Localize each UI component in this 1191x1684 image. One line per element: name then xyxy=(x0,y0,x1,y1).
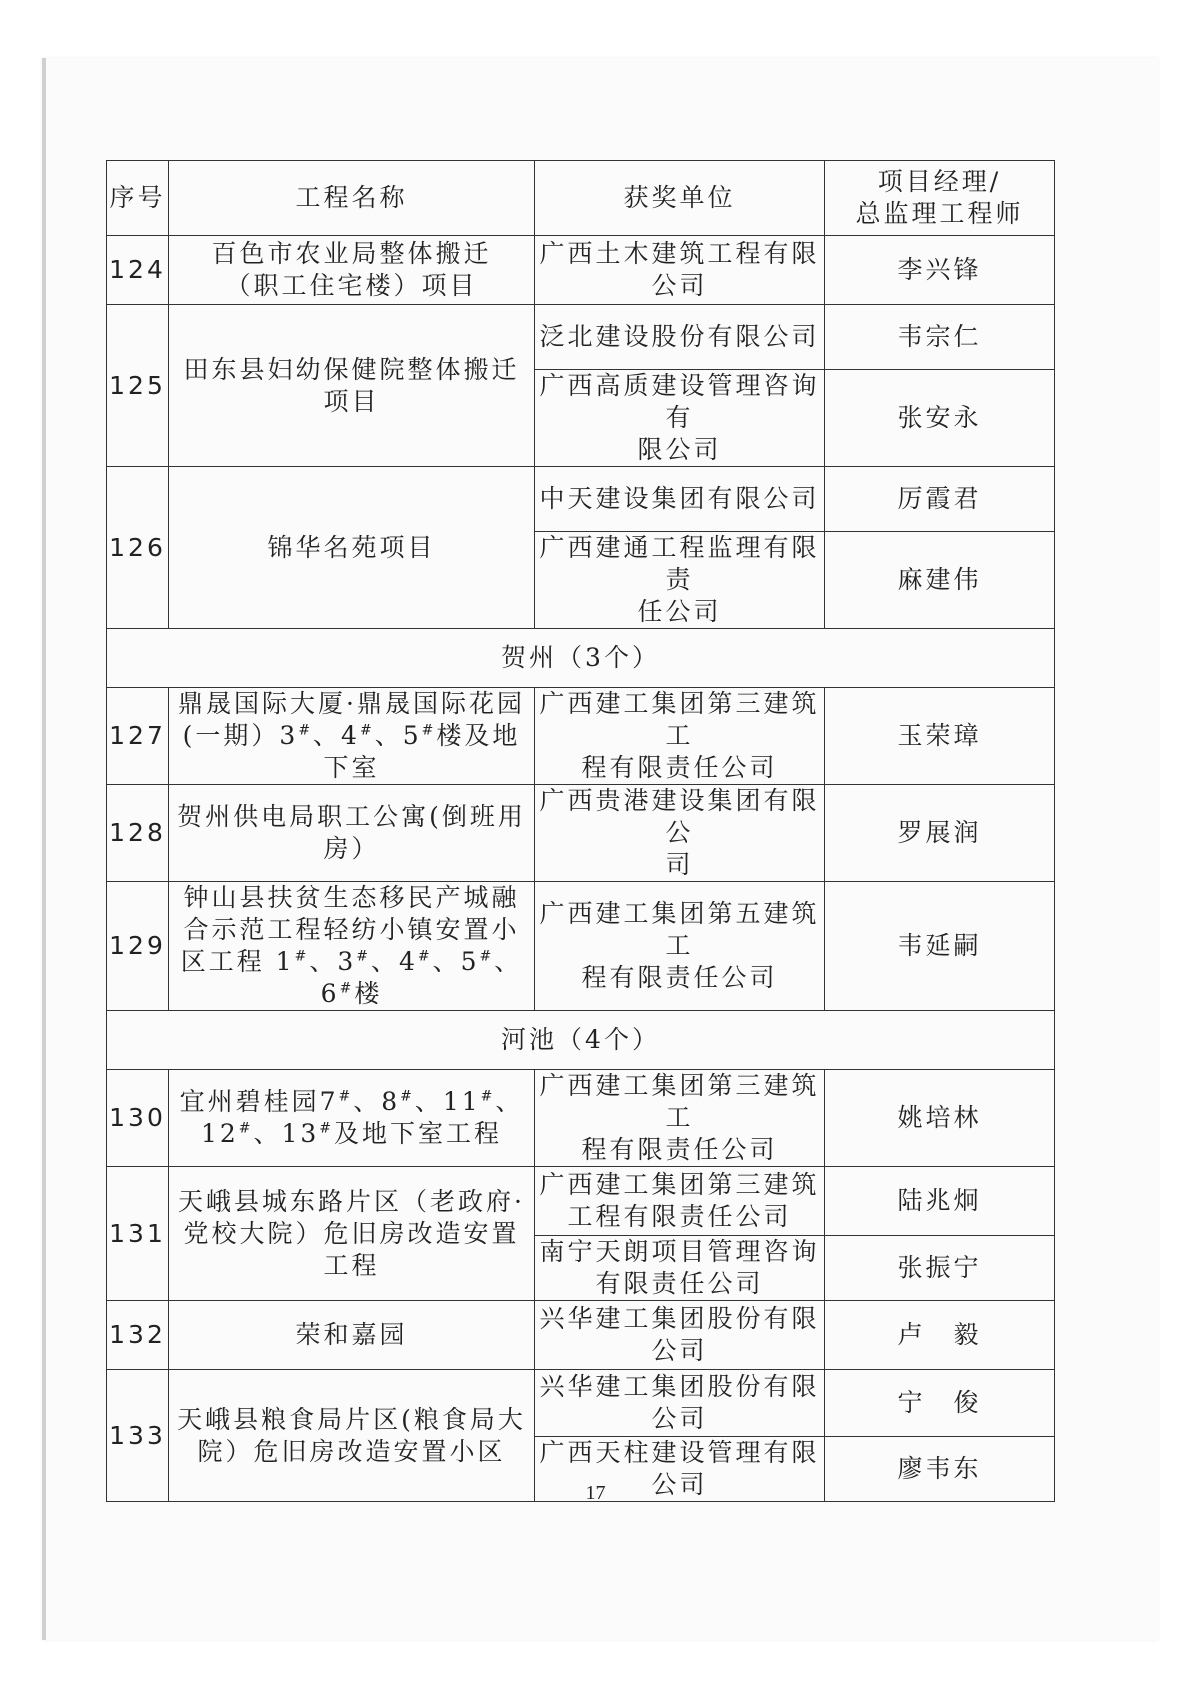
row-unit: 广西建工集团第三建筑工 程有限责任公司 xyxy=(535,688,825,785)
table-row xyxy=(107,1167,1055,1236)
row-seq: 133 xyxy=(107,1370,169,1502)
header-project: 工程名称 xyxy=(169,161,535,236)
row-project: 钟山县扶贫生态移民产城融合示范工程轻纺小镇安置小区工程 1#、3#、4#、5#、6#楼 xyxy=(169,882,535,1011)
row-unit: 广西建工集团第五建筑工 程有限责任公司 xyxy=(535,882,825,1011)
awards-table xyxy=(106,160,1055,1502)
header-seq: 序号 xyxy=(107,161,169,236)
row-unit: 兴华建工集团股份有限 公司 xyxy=(535,1301,825,1370)
row-manager: 卢 毅 xyxy=(825,1301,1055,1370)
row-unit: 广西天柱建设管理有限 公司 xyxy=(535,1437,825,1502)
row-seq: 127 xyxy=(107,688,169,785)
header-manager: 项目经理/ 总监理工程师 xyxy=(825,161,1055,236)
row-manager: 韦延嗣 xyxy=(825,882,1055,1011)
table-row xyxy=(107,785,1055,882)
row-seq: 129 xyxy=(107,882,169,1011)
row-manager: 韦宗仁 xyxy=(825,305,1055,370)
row-project: 贺州供电局职工公寓(倒班用房） xyxy=(169,785,535,882)
row-project: 鼎晟国际大厦·鼎晟国际花园(一期）3#、4#、5#楼及地下室 xyxy=(169,688,535,785)
table-row xyxy=(107,1370,1055,1437)
row-seq: 128 xyxy=(107,785,169,882)
table-row xyxy=(107,1301,1055,1370)
row-unit: 兴华建工集团股份有限 公司 xyxy=(535,1370,825,1437)
row-seq: 131 xyxy=(107,1167,169,1301)
row-manager: 厉霞君 xyxy=(825,467,1055,532)
table-row xyxy=(107,467,1055,532)
page-number: 17 xyxy=(585,1482,606,1504)
row-seq: 125 xyxy=(107,305,169,467)
table-row xyxy=(107,688,1055,785)
row-project: 天峨县城东路片区（老政府·党校大院）危旧房改造安置工程 xyxy=(169,1167,535,1301)
table-row xyxy=(107,236,1055,305)
row-manager: 张振宁 xyxy=(825,1236,1055,1301)
row-project: 荣和嘉园 xyxy=(169,1301,535,1370)
row-manager: 麻建伟 xyxy=(825,532,1055,629)
row-unit: 广西高质建设管理咨询有 限公司 xyxy=(535,370,825,467)
row-project: 宜州碧桂园7#、8#、11#、12#、13#及地下室工程 xyxy=(169,1070,535,1167)
row-manager: 罗展润 xyxy=(825,785,1055,882)
row-unit: 南宁天朗项目管理咨询 有限责任公司 xyxy=(535,1236,825,1301)
row-manager: 宁 俊 xyxy=(825,1370,1055,1437)
row-unit: 广西建工集团第三建筑工 程有限责任公司 xyxy=(535,1070,825,1167)
row-manager: 陆兆炯 xyxy=(825,1167,1055,1236)
row-project: 百色市农业局整体搬迁 （职工住宅楼）项目 xyxy=(169,236,535,305)
row-manager: 姚培林 xyxy=(825,1070,1055,1167)
row-unit: 广西建工集团第三建筑 工程有限责任公司 xyxy=(535,1167,825,1236)
row-seq: 130 xyxy=(107,1070,169,1167)
row-manager: 李兴锋 xyxy=(825,236,1055,305)
section-row-hezhou xyxy=(107,629,1055,688)
section-title: 贺州（3个） xyxy=(107,629,1055,688)
row-manager: 玉荣璋 xyxy=(825,688,1055,785)
row-project: 田东县妇幼保健院整体搬迁项目 xyxy=(169,305,535,467)
row-project: 天峨县粮食局片区(粮食局大院）危旧房改造安置小区 xyxy=(169,1370,535,1502)
table-header-row xyxy=(107,161,1055,236)
table-row xyxy=(107,305,1055,370)
row-unit: 广西贵港建设集团有限公 司 xyxy=(535,785,825,882)
table-row xyxy=(107,1070,1055,1167)
row-seq: 124 xyxy=(107,236,169,305)
row-project: 锦华名苑项目 xyxy=(169,467,535,629)
row-manager: 张安永 xyxy=(825,370,1055,467)
row-seq: 132 xyxy=(107,1301,169,1370)
row-manager: 廖韦东 xyxy=(825,1437,1055,1502)
section-title: 河池（4个） xyxy=(107,1011,1055,1070)
header-unit: 获奖单位 xyxy=(535,161,825,236)
row-unit: 广西建通工程监理有限责 任公司 xyxy=(535,532,825,629)
row-unit: 泛北建设股份有限公司 xyxy=(535,305,825,370)
section-row-hechi xyxy=(107,1011,1055,1070)
row-seq: 126 xyxy=(107,467,169,629)
row-unit: 广西土木建筑工程有限 公司 xyxy=(535,236,825,305)
row-unit: 中天建设集团有限公司 xyxy=(535,467,825,532)
table-row xyxy=(107,882,1055,1011)
